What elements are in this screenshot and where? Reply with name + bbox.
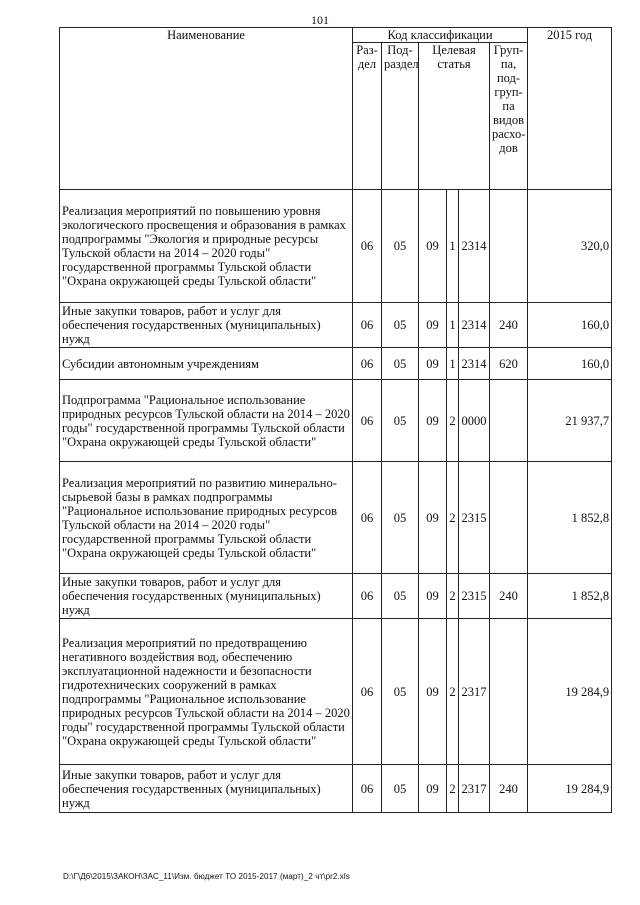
table-row <box>60 574 612 619</box>
header-group-line: Груп- <box>493 43 524 57</box>
row-target-direction: 0000 <box>459 380 490 462</box>
row-target-program: 09 <box>419 190 447 303</box>
table-row <box>60 303 612 348</box>
header-razdel-line2: дел <box>357 57 377 71</box>
row-expense-type: 240 <box>490 574 528 619</box>
row-target-program: 09 <box>419 619 447 765</box>
row-razdel: 06 <box>353 348 382 380</box>
row-target-direction: 2315 <box>459 574 490 619</box>
header-year: 2015 год <box>528 28 612 190</box>
row-expense-type <box>490 190 528 303</box>
header-razdel <box>353 43 382 190</box>
header-group <box>490 43 528 190</box>
row-amount: 160,0 <box>528 348 612 380</box>
header-group-line: па, <box>500 57 517 71</box>
row-name: Субсидии автономным учреждениям <box>60 348 353 380</box>
row-razdel: 06 <box>353 190 382 303</box>
row-target-program: 09 <box>419 462 447 574</box>
row-expense-type <box>490 380 528 462</box>
row-name: Реализация мероприятий по развитию минерально-сырьевой базы в рамках подпрограммы "Рациональное использование природных ресурсов Тульской области на 2014 – 2020 годы" государственной программы Тульской области "Охрана окружающей среды Тульской области" <box>60 462 353 574</box>
file-path-footer: D:\Г\Д6\2015\ЗАКОН\ЗАС_11\Изм. бюджет ТО 2015-2017 (март)_2 чт\pr2.xls <box>63 872 350 881</box>
row-razdel: 06 <box>353 380 382 462</box>
row-amount: 21 937,7 <box>528 380 612 462</box>
row-razdel: 06 <box>353 765 382 813</box>
table-row <box>60 619 612 765</box>
row-amount: 160,0 <box>528 303 612 348</box>
row-razdel: 06 <box>353 303 382 348</box>
header-target <box>419 43 490 190</box>
row-target-direction: 2317 <box>459 765 490 813</box>
header-group-line: дов <box>499 141 518 155</box>
row-target-subprogram: 2 <box>447 765 459 813</box>
header-podrazdel <box>382 43 419 190</box>
row-razdel: 06 <box>353 462 382 574</box>
row-target-direction: 2314 <box>459 348 490 380</box>
row-expense-type <box>490 619 528 765</box>
row-expense-type <box>490 462 528 574</box>
row-target-direction: 2314 <box>459 190 490 303</box>
row-amount: 1 852,8 <box>528 462 612 574</box>
row-target-program: 09 <box>419 348 447 380</box>
row-target-direction: 2317 <box>459 619 490 765</box>
header-name: Наименование <box>60 28 353 190</box>
row-target-program: 09 <box>419 380 447 462</box>
row-expense-type: 620 <box>490 348 528 380</box>
page-number: 101 <box>311 13 329 27</box>
row-podrazdel: 05 <box>382 462 419 574</box>
row-target-program: 09 <box>419 574 447 619</box>
table-row <box>60 462 612 574</box>
row-target-subprogram: 2 <box>447 619 459 765</box>
row-podrazdel: 05 <box>382 348 419 380</box>
header-podrazdel-line2: раздел <box>384 57 419 71</box>
header-code-group: Код классификации <box>353 28 528 43</box>
row-target-subprogram: 1 <box>447 190 459 303</box>
row-name: Иные закупки товаров, работ и услуг для обеспечения государственных (муниципальных) нужд <box>60 765 353 813</box>
header-podrazdel-line1: Под- <box>387 43 413 57</box>
header-target-line2: статья <box>437 57 471 71</box>
row-podrazdel: 05 <box>382 765 419 813</box>
table-row <box>60 765 612 813</box>
table-row <box>60 190 612 303</box>
row-target-subprogram: 2 <box>447 380 459 462</box>
row-amount: 1 852,8 <box>528 574 612 619</box>
header-group-line: груп- <box>494 85 523 99</box>
header-group-line: па <box>502 99 515 113</box>
row-podrazdel: 05 <box>382 380 419 462</box>
row-target-subprogram: 2 <box>447 462 459 574</box>
row-razdel: 06 <box>353 619 382 765</box>
table-row <box>60 348 612 380</box>
row-razdel: 06 <box>353 574 382 619</box>
row-name: Реализация мероприятий по повышению уровня экологического просвещения и образования в рамках подпрограммы "Экология и природные ресурсы Тульской области на 2014 – 2020 годы" государственной программы Тульской области "Охрана окружающей среды Тульской области" <box>60 190 353 303</box>
row-target-program: 09 <box>419 765 447 813</box>
header-group-line: расхо- <box>492 127 526 141</box>
row-target-subprogram: 1 <box>447 348 459 380</box>
row-expense-type: 240 <box>490 765 528 813</box>
row-name: Иные закупки товаров, работ и услуг для обеспечения государственных (муниципальных) нужд <box>60 303 353 348</box>
row-podrazdel: 05 <box>382 303 419 348</box>
row-target-subprogram: 2 <box>447 574 459 619</box>
row-target-direction: 2314 <box>459 303 490 348</box>
row-name: Иные закупки товаров, работ и услуг для обеспечения государственных (муниципальных) нужд <box>60 574 353 619</box>
header-razdel-line1: Раз- <box>356 43 378 57</box>
row-amount: 320,0 <box>528 190 612 303</box>
row-podrazdel: 05 <box>382 619 419 765</box>
row-podrazdel: 05 <box>382 190 419 303</box>
table-row <box>60 380 612 462</box>
row-amount: 19 284,9 <box>528 765 612 813</box>
header-target-line1: Целевая <box>432 43 476 57</box>
row-podrazdel: 05 <box>382 574 419 619</box>
budget-table <box>59 27 612 813</box>
row-name: Подпрограмма "Рациональное использование природных ресурсов Тульской области на 2014 – 2020 годы" государственной программы Тульской области "Охрана окружающей среды Тульской области" <box>60 380 353 462</box>
row-target-direction: 2315 <box>459 462 490 574</box>
row-target-subprogram: 1 <box>447 303 459 348</box>
row-expense-type: 240 <box>490 303 528 348</box>
header-group-line: под- <box>496 71 521 85</box>
row-amount: 19 284,9 <box>528 619 612 765</box>
row-name: Реализация мероприятий по предотвращению негативного воздействия вод, обеспечению эксплуатационной надежности и безопасности гидротехнических сооружений в рамках подпрограммы "Рациональное использование природных ресурсов Тульской области на 2014 – 2020 годы" государственной программы Тульской области "Охрана окружающей среды Тульской области" <box>60 619 353 765</box>
row-target-program: 09 <box>419 303 447 348</box>
header-group-line: видов <box>492 113 525 127</box>
